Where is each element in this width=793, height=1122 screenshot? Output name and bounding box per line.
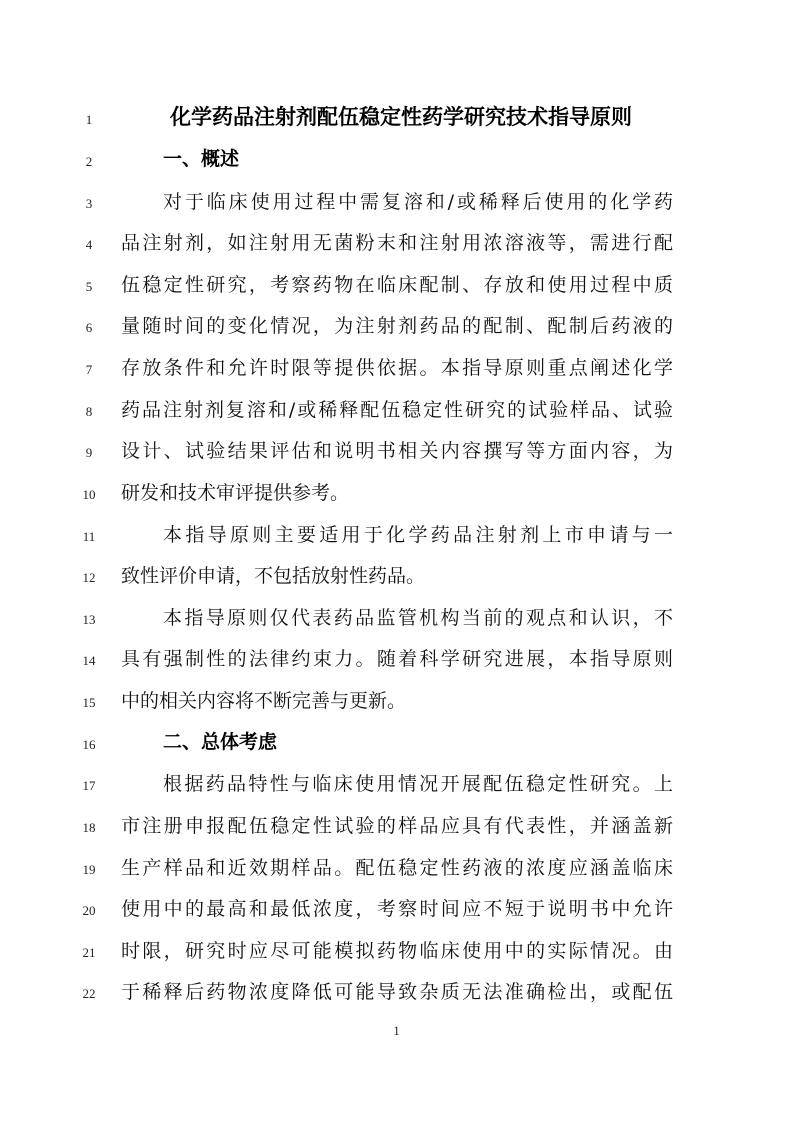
line-number: 5 — [85, 279, 93, 294]
paragraph-line: 致性评价申请，不包括放射性药品。 — [121, 565, 426, 587]
line-number: 16 — [82, 737, 96, 752]
line-row — [0, 599, 793, 640]
line-number: 10 — [82, 487, 96, 502]
line-row — [0, 141, 793, 182]
paragraph-line: 药品注射剂复溶和/或稀释配伍稳定性研究的试验样品、试验 — [121, 399, 673, 421]
paragraph-line: 设计、试验结果评估和说明书相关内容撰写等方面内容，为 — [121, 440, 673, 462]
paragraph-line: 本指导原则主要适用于化学药品注射剂上市申请与一 — [163, 524, 673, 546]
line-row — [0, 349, 793, 390]
line-number: 14 — [82, 653, 96, 668]
paragraph-line: 于稀释后药物浓度降低可能导致杂质无法准确检出，或配伍 — [121, 981, 673, 1003]
paragraph-line: 伍稳定性研究，考察药物在临床配制、存放和使用过程中质 — [121, 274, 673, 296]
line-number: 21 — [82, 945, 96, 960]
line-row — [0, 682, 793, 723]
line-number: 11 — [82, 529, 96, 544]
line-row — [0, 765, 793, 806]
line-row — [0, 307, 793, 348]
line-row — [0, 932, 793, 973]
line-row — [0, 640, 793, 681]
paragraph-line: 根据药品特性与临床使用情况开展配伍稳定性研究。上 — [163, 773, 673, 795]
line-number: 9 — [85, 445, 93, 460]
line-row — [0, 516, 793, 557]
line-row — [0, 557, 793, 598]
line-row — [0, 807, 793, 848]
paragraph-line: 存放条件和允许时限等提供依据。本指导原则重点阐述化学 — [121, 357, 673, 379]
document-title: 化学药品注射剂配伍稳定性药学研究技术指导原则 — [170, 105, 632, 129]
paragraph-line: 市注册申报配伍稳定性试验的样品应具有代表性，并涵盖新 — [121, 815, 673, 837]
page-number: 1 — [393, 1023, 400, 1038]
section-heading: 一、概述 — [163, 148, 240, 170]
line-row — [0, 890, 793, 931]
paragraph-line: 本指导原则仅代表药品监管机构当前的观点和认识，不 — [163, 607, 673, 629]
line-number: 22 — [82, 986, 96, 1001]
line-row — [0, 183, 793, 224]
line-row — [0, 724, 793, 765]
paragraph-line: 具有强制性的法律约束力。随着科学研究进展，本指导原则 — [121, 648, 673, 670]
line-number: 4 — [85, 237, 93, 252]
line-number: 19 — [82, 862, 96, 877]
line-number: 15 — [82, 695, 96, 710]
line-number: 1 — [85, 112, 93, 127]
line-row — [0, 224, 793, 265]
line-number: 8 — [85, 404, 93, 419]
paragraph-line: 研发和技术审评提供参考。 — [121, 482, 350, 504]
paragraph-line: 中的相关内容将不断完善与更新。 — [121, 690, 407, 712]
line-number: 2 — [85, 154, 93, 169]
line-number: 18 — [82, 820, 96, 835]
line-number: 7 — [85, 362, 93, 377]
line-row — [0, 99, 793, 140]
line-row — [0, 432, 793, 473]
line-number: 13 — [82, 612, 96, 627]
line-number: 6 — [85, 320, 93, 335]
line-row — [0, 973, 793, 1014]
paragraph-line: 生产样品和近效期样品。配伍稳定性药液的浓度应涵盖临床 — [121, 857, 673, 879]
line-number: 20 — [82, 903, 96, 918]
line-row — [0, 474, 793, 515]
line-number: 17 — [82, 778, 96, 793]
line-number: 3 — [85, 196, 93, 211]
paragraph-line: 量随时间的变化情况，为注射剂药品的配制、配制后药液的 — [121, 315, 673, 337]
paragraph-line: 品注射剂，如注射用无菌粉末和注射用浓溶液等，需进行配 — [121, 232, 673, 254]
paragraph-line: 对于临床使用过程中需复溶和/或稀释后使用的化学药 — [163, 191, 673, 213]
line-number: 12 — [82, 570, 96, 585]
line-row — [0, 266, 793, 307]
section-heading: 二、总体考虑 — [163, 731, 278, 753]
paragraph-line: 时限，研究时应尽可能模拟药物临床使用中的实际情况。由 — [121, 940, 673, 962]
line-row — [0, 849, 793, 890]
line-row — [0, 391, 793, 432]
paragraph-line: 使用中的最高和最低浓度，考察时间应不短于说明书中允许 — [121, 898, 673, 920]
